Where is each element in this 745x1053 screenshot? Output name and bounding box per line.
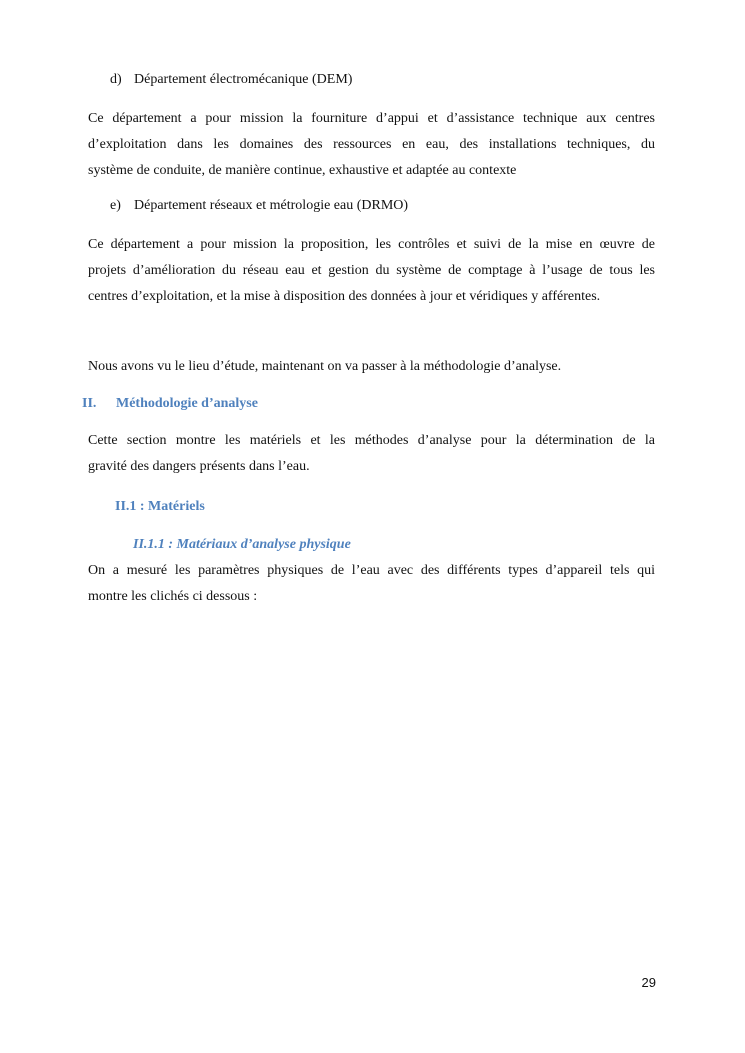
paragraph-line: système de conduite, de manière continue, exhaustive et adaptée au contexte bbox=[88, 163, 517, 178]
subsection-heading-materials: II.1 : Matériels bbox=[115, 499, 205, 514]
list-item-text: Département réseaux et métrologie eau (DRMO) bbox=[134, 198, 409, 213]
list-item-text: Département électromécanique (DEM) bbox=[134, 72, 353, 87]
list-marker: d) bbox=[110, 72, 122, 87]
paragraph-materials-intro bbox=[88, 558, 655, 610]
paragraph-line: Nous avons vu le lieu d’étude, maintenant on va passer à la méthodologie d’analyse. bbox=[88, 359, 562, 374]
section-number: II. bbox=[82, 396, 97, 411]
paragraph-line: Ce département a pour mission la proposition, les contrôles et suivi de la mise en œuvre de bbox=[88, 237, 655, 252]
page-number: 29 bbox=[641, 975, 656, 990]
paragraph-transition bbox=[88, 354, 655, 380]
paragraph-line: Ce département a pour mission la fourniture d’appui et d’assistance technique aux centres bbox=[88, 111, 655, 126]
paragraph-line: projets d’amélioration du réseau eau et gestion du système de comptage à l’usage de tous les bbox=[88, 263, 655, 278]
paragraph-line: centres d’exploitation, et la mise à disposition des données à jour et véridiques y afférentes. bbox=[88, 289, 601, 304]
section-heading-methodology bbox=[82, 394, 258, 414]
paragraph-section-intro bbox=[88, 428, 655, 480]
subsubsection-heading-physical-analysis: II.1.1 : Matériaux d’analyse physique bbox=[133, 537, 351, 552]
list-marker: e) bbox=[110, 198, 121, 213]
paragraph-dem-description bbox=[88, 106, 655, 184]
paragraph-line: montre les clichés ci dessous : bbox=[88, 589, 258, 604]
paragraph-drmo-description bbox=[88, 232, 655, 310]
list-item-drmo bbox=[110, 196, 408, 216]
paragraph-line: On a mesuré les paramètres physiques de l’eau avec des différents types d’appareil tels qui bbox=[88, 563, 655, 578]
paragraph-line: gravité des dangers présents dans l’eau. bbox=[88, 459, 310, 474]
list-item-dem bbox=[110, 70, 352, 90]
paragraph-line: d’exploitation dans les domaines des ressources en eau, des installations techniques, du bbox=[88, 137, 655, 152]
section-title: Méthodologie d’analyse bbox=[116, 396, 258, 411]
paragraph-line: Cette section montre les matériels et les méthodes d’analyse pour la détermination de la bbox=[88, 433, 655, 448]
